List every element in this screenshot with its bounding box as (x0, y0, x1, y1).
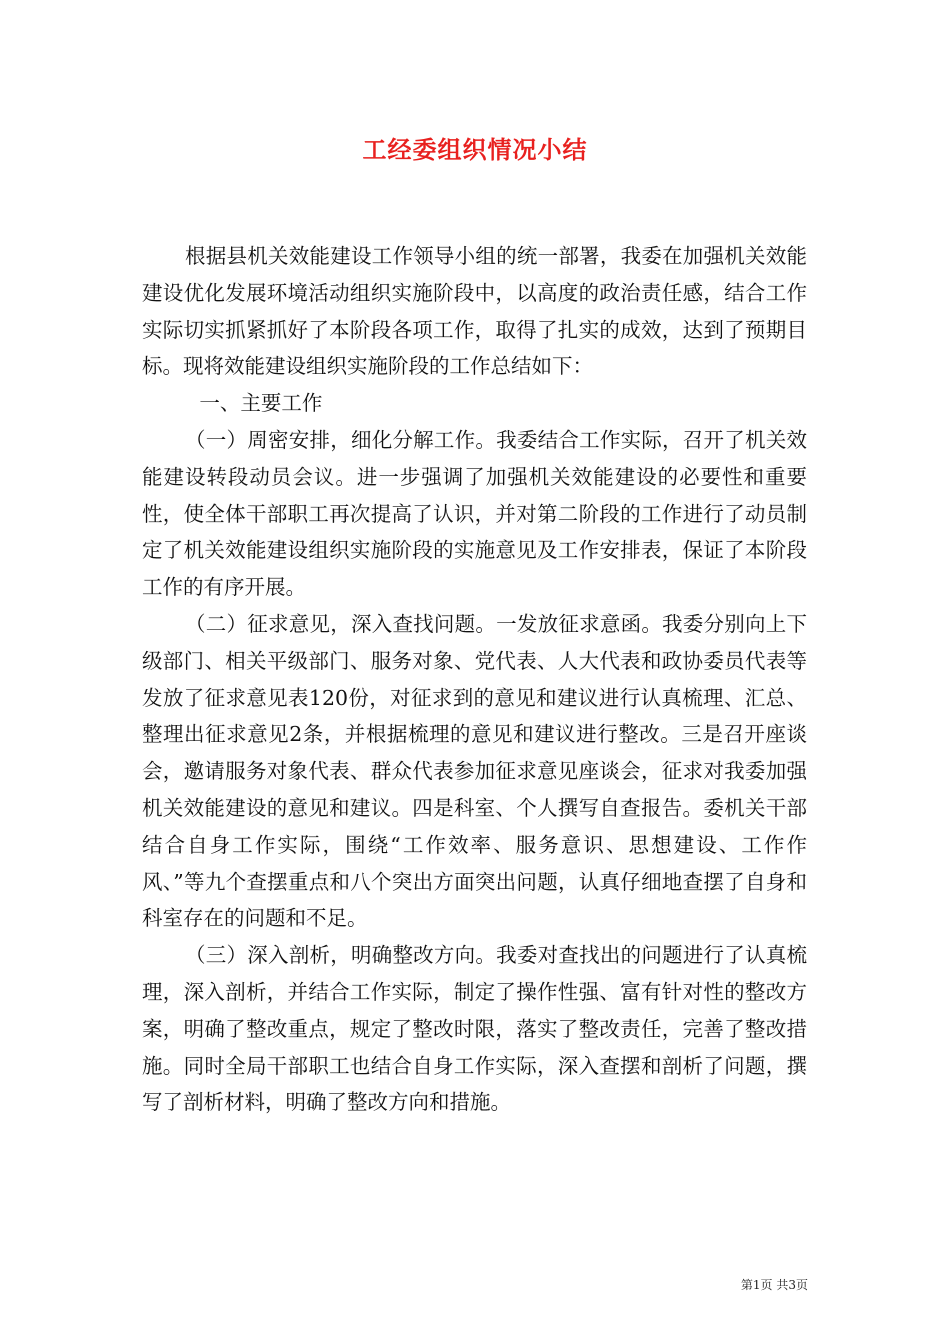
intro-paragraph: 根据县机关效能建设工作领导小组的统一部署，我委在加强机关效能建设优化发展环境活动组织实施阶段中，以高度的政治责任感，结合工作实际切实抓紧抓好了本阶段各项工作，取得了扎实的成效，达到了预期目标。现将效能建设组织实施阶段的工作总结如下： (142, 244, 807, 379)
paragraph-part-two: （二）征求意见，深入查找问题。一发放征求意函。我委分别向上下级部门、相关平级部门、服务对象、党代表、人大代表和政协委员代表等发放了征求意见表120份，对征求到的意见和建议进行认真梳理、汇总、整理出征求意见2条，并根据梳理的意见和建议进行整改。三是召开座谈会，邀请服务对象代表、群众代表参加征求意见座谈会，征求对我委加强机关效能建设的意见和建议。四是科室、个人撰写自查报告。委机关干部结合自身工作实际，围绕“工作效率、服务意识、思想建设、工作作风、”等九个查摆重点和八个突出方面突出问题，认真仔细地查摆了自身和科室存在的问题和不足。 (142, 611, 807, 931)
document-body (142, 238, 807, 1121)
page-number-footer: 第1页 共3页 (740, 1278, 808, 1292)
paragraph-part-one: （一）周密安排，细化分解工作。我委结合工作实际，召开了机关效能建设转段动员会议。进一步强调了加强机关效能建设的必要性和重要性，使全体干部职工再次提高了认识，并对第二阶段的工作进行了动员制定了机关效能建设组织实施阶段的实施意见及工作安排表，保证了本阶段工作的有序开展。 (142, 427, 807, 600)
paragraph-part-three: （三）深入剖析，明确整改方向。我委对查找出的问题进行了认真梳理，深入剖析，并结合工作实际，制定了操作性强、富有针对性的整改方案，明确了整改重点，规定了整改时限，落实了整改责任，完善了整改措施。同时全局干部职工也结合自身工作实际，深入查摆和剖析了问题，撰写了剖析材料，明确了整改方向和措施。 (142, 943, 807, 1115)
section-heading-main-work: 一、主要工作 (199, 391, 323, 416)
document-title: 工经委组织情况小结 (362, 135, 588, 164)
